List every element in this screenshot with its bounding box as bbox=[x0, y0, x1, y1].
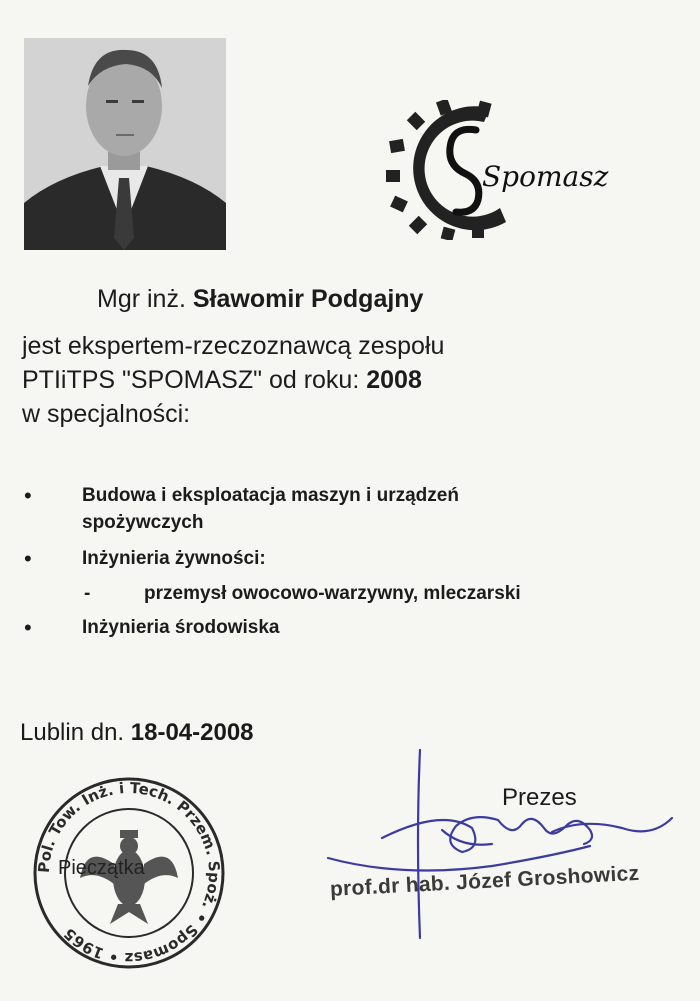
seal-label: Pieczątka bbox=[58, 857, 145, 879]
seal-ring-text: Pol. Tow. Inż. i Tech. Przem. Spoż. • Spomasz • 1965 bbox=[34, 778, 224, 968]
handwritten-signature bbox=[322, 748, 692, 948]
spomasz-logo bbox=[382, 100, 622, 240]
organization-line bbox=[22, 364, 422, 397]
issue-date-line bbox=[20, 718, 254, 748]
specialty-1-line2: spożywczych bbox=[82, 512, 204, 533]
issue-date: 18-04-2008 bbox=[130, 719, 254, 746]
specialty-heading: w specjalności: bbox=[22, 400, 191, 428]
sub-dash: - bbox=[84, 583, 91, 604]
logo-wordmark: Spomasz bbox=[482, 160, 609, 193]
title-line bbox=[97, 283, 423, 316]
since-year: 2008 bbox=[366, 366, 422, 394]
expert-statement: jest ekspertem-rzeczoznawcą zespołu bbox=[22, 332, 445, 360]
issue-place: Lublin dn. bbox=[20, 719, 131, 746]
title-prefix: Mgr inż. bbox=[97, 285, 193, 313]
specialty-1-line1: Budowa i eksploatacja maszyn i urządzeń bbox=[82, 485, 459, 506]
person-name: Sławomir Podgajny bbox=[192, 285, 424, 313]
bullet-2: • bbox=[24, 546, 32, 571]
bullet-1: • bbox=[24, 483, 32, 508]
portrait-photo bbox=[24, 38, 226, 250]
specialty-3: Inżynieria środowiska bbox=[82, 617, 280, 638]
president-name: prof.dr hab. Józef Groshowicz bbox=[329, 861, 640, 901]
organization-text: PTIiTPS "SPOMASZ" od roku: bbox=[22, 366, 367, 394]
president-title: Prezes bbox=[502, 784, 577, 811]
specialty-2-sub: przemysł owocowo-warzywny, mleczarski bbox=[144, 583, 521, 604]
bullet-3: • bbox=[24, 615, 32, 640]
specialty-2: Inżynieria żywności: bbox=[82, 548, 266, 569]
